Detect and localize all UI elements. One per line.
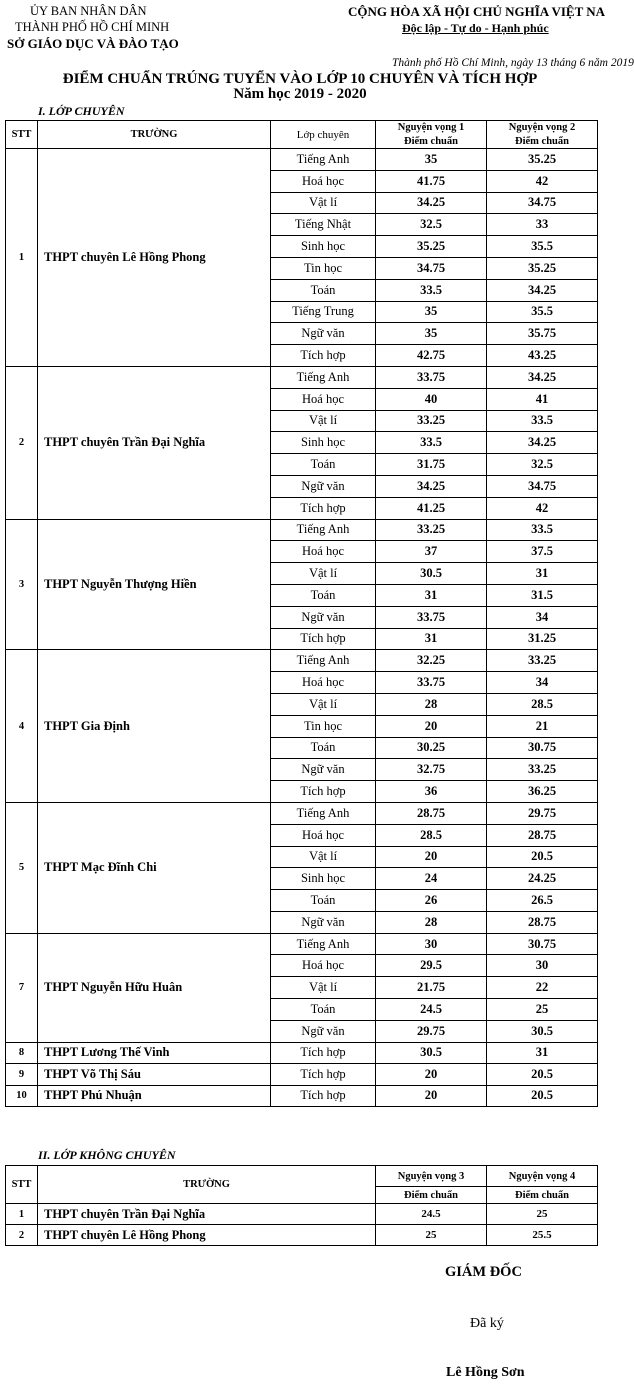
score-nv2: 21 [487, 715, 598, 737]
subject-cell: Tích hợp [271, 1085, 376, 1107]
subject-cell: Ngữ văn [271, 606, 376, 628]
subject-cell: Tiếng Anh [271, 519, 376, 541]
subject-cell: Sinh học [271, 868, 376, 890]
subject-cell: Tiếng Anh [271, 366, 376, 388]
score-nv1: 30.5 [376, 563, 487, 585]
table-row [6, 650, 598, 672]
score-nv1: 35 [376, 149, 487, 171]
score-nv1: 31.75 [376, 454, 487, 476]
score-nv3: 25 [376, 1225, 487, 1246]
score-nv1: 30.5 [376, 1042, 487, 1064]
school-name: THPT chuyên Trần Đại Nghĩa [38, 1204, 376, 1225]
table-row [6, 519, 598, 541]
score-nv1: 26 [376, 890, 487, 912]
document-date: Thành phố Hồ Chí Minh, ngày 13 tháng 6 năm 2019 [392, 57, 634, 69]
score-nv2: 33.25 [487, 759, 598, 781]
score-nv2: 26.5 [487, 890, 598, 912]
subject-cell: Vật lí [271, 563, 376, 585]
subject-cell: Vật lí [271, 846, 376, 868]
score-nv2: 28.5 [487, 693, 598, 715]
score-nv1: 40 [376, 388, 487, 410]
school-name: THPT Nguyễn Thượng Hiền [38, 519, 271, 650]
header-score-nv2: Điểm chuẩn [487, 135, 598, 149]
score-nv1: 34.25 [376, 192, 487, 214]
score-nv2: 24.25 [487, 868, 598, 890]
subject-cell: Tiếng Anh [271, 933, 376, 955]
school-stt: 3 [6, 519, 38, 650]
score-nv1: 24.5 [376, 999, 487, 1021]
specialized-scores-table [5, 120, 598, 1107]
subject-cell: Vật lí [271, 410, 376, 432]
table-row [6, 802, 598, 824]
subject-cell: Hoá học [271, 388, 376, 410]
table-row [6, 1204, 598, 1225]
table-row [6, 1085, 598, 1107]
subject-cell: Tiếng Trung [271, 301, 376, 323]
header-nv2: Nguyện vọng 2 [487, 121, 598, 135]
score-nv2: 43.25 [487, 345, 598, 367]
score-nv1: 20 [376, 1064, 487, 1086]
school-name: THPT Lương Thế Vinh [38, 1042, 271, 1064]
header-nv1: Nguyện vọng 1 [376, 121, 487, 135]
signature-title: GIÁM ĐỐC [445, 1264, 522, 1280]
subject-cell: Toán [271, 454, 376, 476]
score-nv2: 28.75 [487, 911, 598, 933]
score-nv1: 35 [376, 301, 487, 323]
score-nv1: 37 [376, 541, 487, 563]
subject-cell: Tích hợp [271, 1042, 376, 1064]
score-nv1: 41.75 [376, 170, 487, 192]
score-nv1: 29.75 [376, 1020, 487, 1042]
score-nv1: 28 [376, 693, 487, 715]
score-nv1: 33.5 [376, 432, 487, 454]
score-nv1: 35 [376, 323, 487, 345]
table-row [6, 1064, 598, 1086]
subject-cell: Hoá học [271, 541, 376, 563]
score-nv1: 29.5 [376, 955, 487, 977]
score-nv1: 28 [376, 911, 487, 933]
score-nv2: 25 [487, 999, 598, 1021]
score-nv1: 20 [376, 715, 487, 737]
subject-cell: Ngữ văn [271, 759, 376, 781]
score-nv2: 30 [487, 955, 598, 977]
score-nv2: 35.5 [487, 301, 598, 323]
section-title-specialized: I. LỚP CHUYÊN [38, 104, 125, 118]
subject-cell: Tin học [271, 715, 376, 737]
subject-cell: Ngữ văn [271, 911, 376, 933]
school-name: THPT Nguyễn Hữu Huân [38, 933, 271, 1042]
score-nv1: 41.25 [376, 497, 487, 519]
header-nv4: Nguyện vọng 4 [487, 1166, 598, 1187]
score-nv1: 33.25 [376, 519, 487, 541]
header-class: Lớp chuyên [271, 121, 376, 149]
score-nv1: 35.25 [376, 236, 487, 258]
subject-cell: Toán [271, 584, 376, 606]
score-nv2: 33 [487, 214, 598, 236]
header-school: TRƯỜNG [38, 121, 271, 149]
score-nv2: 30.5 [487, 1020, 598, 1042]
subject-cell: Toán [271, 279, 376, 301]
table-row [6, 1225, 598, 1246]
score-nv1: 28.5 [376, 824, 487, 846]
school-name: THPT chuyên Trần Đại Nghĩa [38, 366, 271, 519]
score-nv1: 21.75 [376, 977, 487, 999]
school-name: THPT chuyên Lê Hồng Phong [38, 149, 271, 367]
subject-cell: Hoá học [271, 824, 376, 846]
score-nv2: 31.5 [487, 584, 598, 606]
score-nv2: 37.5 [487, 541, 598, 563]
score-nv4: 25.5 [487, 1225, 598, 1246]
score-nv1: 34.75 [376, 257, 487, 279]
subject-cell: Ngữ văn [271, 323, 376, 345]
table-row [6, 149, 598, 171]
score-nv2: 28.75 [487, 824, 598, 846]
score-nv1: 34.25 [376, 475, 487, 497]
table-row [6, 1042, 598, 1064]
table-row [6, 933, 598, 955]
school-stt: 7 [6, 933, 38, 1042]
header-score-nv1: Điểm chuẩn [376, 135, 487, 149]
school-stt: 8 [6, 1042, 38, 1064]
header-stt: STT [6, 121, 38, 149]
score-nv1: 42.75 [376, 345, 487, 367]
score-nv2: 31 [487, 1042, 598, 1064]
score-nv2: 35.5 [487, 236, 598, 258]
score-nv1: 30 [376, 933, 487, 955]
score-nv1: 30.25 [376, 737, 487, 759]
score-nv2: 34 [487, 672, 598, 694]
score-nv1: 36 [376, 781, 487, 803]
score-nv2: 34.75 [487, 192, 598, 214]
school-name: THPT Gia Định [38, 650, 271, 803]
score-nv2: 34.25 [487, 279, 598, 301]
school-stt: 1 [6, 1204, 38, 1225]
school-year: Năm học 2019 - 2020 [233, 86, 367, 102]
score-nv1: 33.5 [376, 279, 487, 301]
subject-cell: Toán [271, 890, 376, 912]
school-name: THPT chuyên Lê Hồng Phong [38, 1225, 376, 1246]
score-nv2: 20.5 [487, 1085, 598, 1107]
subject-cell: Ngữ văn [271, 475, 376, 497]
school-stt: 4 [6, 650, 38, 803]
subject-cell: Toán [271, 999, 376, 1021]
subject-cell: Tin học [271, 257, 376, 279]
subject-cell: Toán [271, 737, 376, 759]
subject-cell: Vật lí [271, 192, 376, 214]
school-name: THPT Mạc Đĩnh Chi [38, 802, 271, 933]
subject-cell: Tích hợp [271, 628, 376, 650]
department-name: SỞ GIÁO DỤC VÀ ĐÀO TẠO [7, 36, 179, 51]
non-specialized-scores-table [5, 1165, 598, 1246]
subject-cell: Tiếng Nhật [271, 214, 376, 236]
score-nv2: 29.75 [487, 802, 598, 824]
school-name: THPT Phú Nhuận [38, 1085, 271, 1107]
signer-name: Lê Hồng Sơn [446, 1365, 525, 1380]
score-nv2: 34 [487, 606, 598, 628]
score-nv3: 24.5 [376, 1204, 487, 1225]
score-nv1: 33.75 [376, 366, 487, 388]
score-nv2: 34.25 [487, 432, 598, 454]
header-school: TRƯỜNG [38, 1166, 376, 1204]
score-nv2: 20.5 [487, 1064, 598, 1086]
score-nv2: 31 [487, 563, 598, 585]
score-nv2: 42 [487, 497, 598, 519]
score-nv1: 31 [376, 628, 487, 650]
score-nv1: 32.5 [376, 214, 487, 236]
score-nv2: 32.5 [487, 454, 598, 476]
score-nv1: 32.75 [376, 759, 487, 781]
score-nv1: 20 [376, 846, 487, 868]
subject-cell: Vật lí [271, 977, 376, 999]
header-score-nv4: Điểm chuẩn [487, 1187, 598, 1204]
national-motto: Độc lập - Tự do - Hạnh phúc [402, 21, 549, 35]
school-name: THPT Võ Thị Sáu [38, 1064, 271, 1086]
score-nv1: 33.75 [376, 606, 487, 628]
score-nv2: 42 [487, 170, 598, 192]
school-stt: 9 [6, 1064, 38, 1086]
score-nv2: 30.75 [487, 737, 598, 759]
score-nv2: 22 [487, 977, 598, 999]
score-nv2: 34.75 [487, 475, 598, 497]
school-stt: 2 [6, 366, 38, 519]
header-nv3: Nguyện vọng 3 [376, 1166, 487, 1187]
score-nv2: 30.75 [487, 933, 598, 955]
school-stt: 5 [6, 802, 38, 933]
subject-cell: Tiếng Anh [271, 802, 376, 824]
score-nv2: 35.25 [487, 149, 598, 171]
subject-cell: Tiếng Anh [271, 149, 376, 171]
score-nv2: 35.25 [487, 257, 598, 279]
agency-name-line2: THÀNH PHỐ HỒ CHÍ MINH [15, 20, 170, 34]
subject-cell: Tích hợp [271, 345, 376, 367]
subject-cell: Hoá học [271, 672, 376, 694]
subject-cell: Sinh học [271, 236, 376, 258]
score-nv2: 20.5 [487, 846, 598, 868]
score-nv1: 31 [376, 584, 487, 606]
school-stt: 10 [6, 1085, 38, 1107]
score-nv1: 33.25 [376, 410, 487, 432]
national-title: CỘNG HÒA XÃ HỘI CHỦ NGHĨA VIỆT NA [348, 4, 606, 19]
subject-cell: Tích hợp [271, 1064, 376, 1086]
header-stt: STT [6, 1166, 38, 1204]
table-row [6, 366, 598, 388]
score-nv2: 35.75 [487, 323, 598, 345]
signature-signed: Đã ký [470, 1316, 504, 1331]
subject-cell: Hoá học [271, 170, 376, 192]
agency-name-line1: ỦY BAN NHÂN DÂN [30, 4, 147, 18]
score-nv1: 28.75 [376, 802, 487, 824]
subject-cell: Sinh học [271, 432, 376, 454]
school-stt: 2 [6, 1225, 38, 1246]
score-nv1: 24 [376, 868, 487, 890]
score-nv1: 32.25 [376, 650, 487, 672]
section-title-non-specialized: II. LỚP KHÔNG CHUYÊN [38, 1148, 176, 1162]
score-nv1: 20 [376, 1085, 487, 1107]
score-nv2: 34.25 [487, 366, 598, 388]
score-nv2: 33.5 [487, 410, 598, 432]
score-nv4: 25 [487, 1204, 598, 1225]
score-nv2: 33.25 [487, 650, 598, 672]
document-title: ĐIỂM CHUẨN TRÚNG TUYỂN VÀO LỚP 10 CHUYÊN VÀ TÍCH HỢP [62, 71, 538, 87]
score-nv2: 41 [487, 388, 598, 410]
header-score-nv3: Điểm chuẩn [376, 1187, 487, 1204]
score-nv2: 36.25 [487, 781, 598, 803]
subject-cell: Hoá học [271, 955, 376, 977]
score-nv2: 33.5 [487, 519, 598, 541]
score-nv2: 31.25 [487, 628, 598, 650]
subject-cell: Vật lí [271, 693, 376, 715]
subject-cell: Ngữ văn [271, 1020, 376, 1042]
subject-cell: Tích hợp [271, 497, 376, 519]
subject-cell: Tiếng Anh [271, 650, 376, 672]
school-stt: 1 [6, 149, 38, 367]
score-nv1: 33.75 [376, 672, 487, 694]
subject-cell: Tích hợp [271, 781, 376, 803]
